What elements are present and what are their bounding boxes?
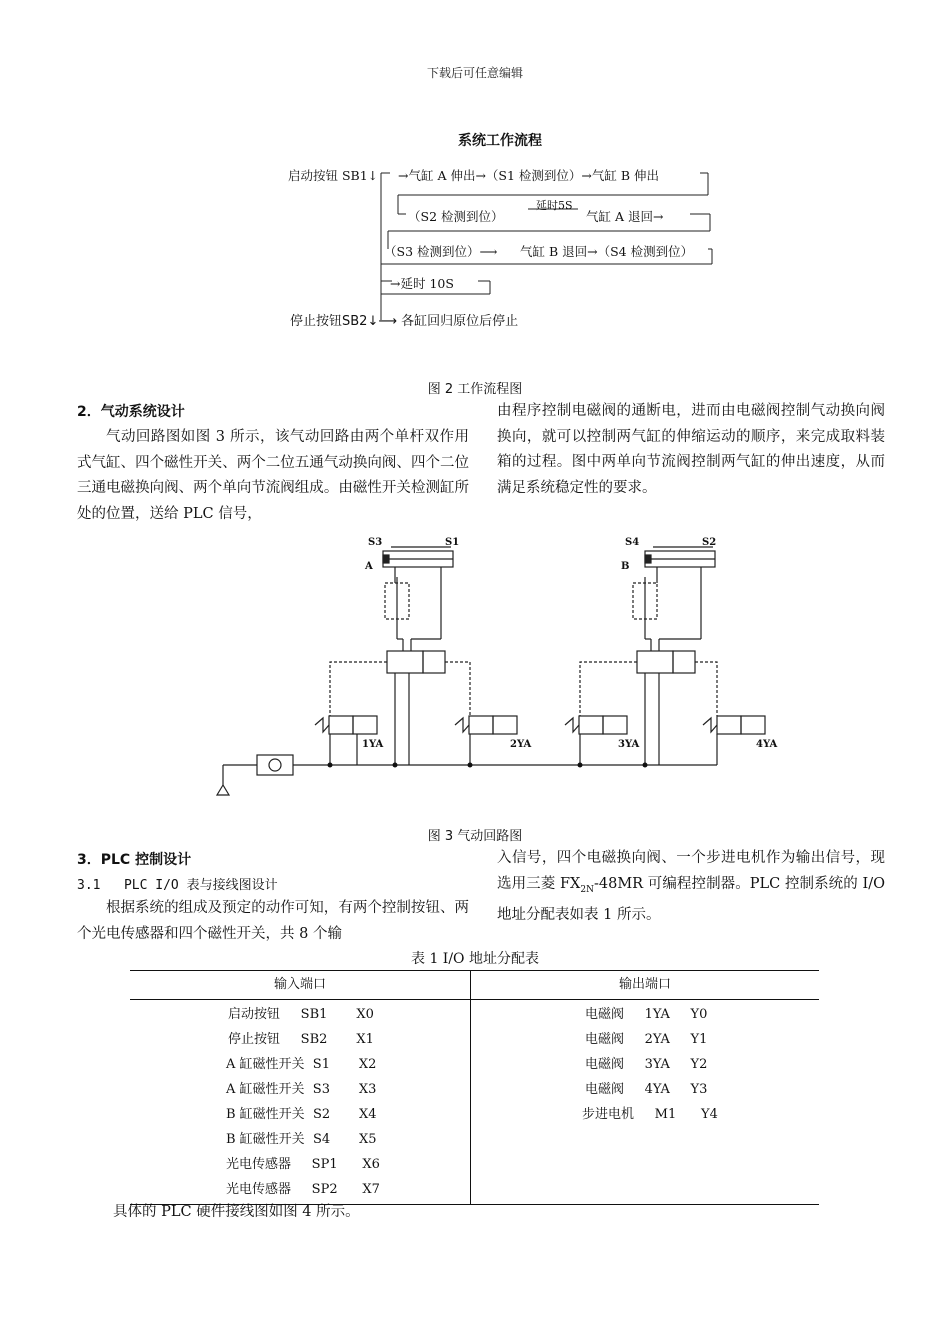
label-s2: S2 (702, 537, 717, 548)
workflow-diagram (280, 128, 720, 338)
label-1ya: 1YA (362, 739, 384, 750)
workflow-row-4: →延时 10S (390, 276, 454, 291)
workflow-lines (280, 128, 720, 338)
table-row: A 缸磁性开关 S3 X3 (226, 1082, 377, 1097)
workflow-row-2b: 气缸 A 退回→ (586, 209, 664, 224)
table-row: 停止按钮 SB2 X1 (228, 1032, 374, 1047)
table-row: 光电传感器 SP1 X6 (226, 1157, 380, 1172)
pneumatic-circuit-diagram (205, 533, 805, 803)
workflow-row-2a: （S2 检测到位） (408, 209, 504, 224)
workflow-start: 启动按钮 SB1↓ (288, 168, 379, 183)
io-table (130, 970, 819, 1205)
section-2-left-paragraph: 气动回路图如图 3 所示，该气动回路由两个单杆双作用式气缸、四个磁性开关、两个二位五通气动换向阀、四个二位三通电磁换向阀、两个单向节流阀组成。由磁性开关检测缸所处的位置，送给 PLC 信号， (77, 429, 469, 522)
workflow-row-3a: （S3 检测到位）⟶ (384, 244, 498, 259)
table-row: 电磁阀 2YA Y1 (585, 1032, 708, 1047)
closing-text: 具体的 PLC 硬件接线图如图 4 所示。 (113, 1204, 360, 1220)
section-3-right-text-2: -48MR 可编程控制器。PLC 控制系统的 I/O 地址分配表如表 1 所示。 (497, 875, 886, 923)
label-2ya: 2YA (510, 739, 532, 750)
input-port-header: 输入端口 (130, 971, 471, 999)
workflow-stop: 停止按钮SB2↓⟶ 各缸回归原位后停止 (290, 314, 519, 329)
pneumatic-lines (205, 533, 805, 803)
section-2-heading: 2．气动系统设计 (77, 404, 185, 420)
output-column (471, 1000, 819, 1204)
workflow-title: 系统工作流程 (458, 133, 542, 149)
section-3-left-paragraph: 根据系统的组成及预定的动作可知，有两个控制按钮、两个光电传感器和四个磁性开关，共 8 个输 (77, 900, 469, 942)
output-port-header: 输出端口 (618, 977, 671, 992)
section-2-right-paragraph: 由程序控制电磁阀的通断电，进而由电磁阀控制气动换向阀换向，就可以控制两气缸的伸缩运动的顺序，来完成取料装箱的过程。图中两单向节流阀控制两气缸的伸出速度，从而满足系统稳定性的要求。 (497, 403, 885, 496)
workflow-delay-5s: 延时5S (536, 199, 573, 212)
label-cylinder-b: B (621, 561, 630, 572)
table-row: 启动按钮 SB1 X0 (228, 1007, 374, 1022)
label-s3: S3 (368, 537, 383, 548)
table-row: 电磁阀 3YA Y2 (585, 1057, 708, 1072)
figure-3-caption: 图 3 气动回路图 (427, 829, 523, 844)
label-s1: S1 (445, 537, 460, 548)
section-3-right-text-1: 入信号，四个电磁换向阀、一个步进电机作为输出信号，现选用三菱 FX (497, 850, 885, 892)
workflow-row-1: →气缸 A 伸出→（S1 检测到位）→气缸 B 伸出 (398, 168, 660, 183)
table-row: B 缸磁性开关 S4 X5 (226, 1132, 377, 1147)
figure-2-caption: 图 2 工作流程图 (427, 382, 523, 397)
table-row: 光电传感器 SP2 X7 (226, 1182, 380, 1197)
section-3-1-heading: 3.1 PLC I/O 表与接线图设计 (77, 878, 278, 893)
table-row: A 缸磁性开关 S1 X2 (226, 1057, 377, 1072)
label-s4: S4 (625, 537, 640, 548)
label-cylinder-a: A (365, 561, 373, 572)
model-subscript: 2N (580, 884, 594, 895)
table-row: B 缸磁性开关 S2 X4 (226, 1107, 377, 1122)
table-row: 电磁阀 4YA Y3 (585, 1082, 708, 1097)
workflow-row-3b: 气缸 B 退回→（S4 检测到位） (520, 244, 694, 259)
label-3ya: 3YA (618, 739, 640, 750)
input-column (130, 1000, 471, 1204)
section-3-heading: 3．PLC 控制设计 (77, 852, 192, 868)
table-1-caption: 表 1 I/O 地址分配表 (411, 951, 539, 967)
header-note: 下载后可任意编辑 (426, 66, 523, 80)
table-row: 步进电机 M1 Y4 (582, 1107, 718, 1122)
table-row: 电磁阀 1YA Y0 (585, 1007, 708, 1022)
label-4ya: 4YA (756, 739, 778, 750)
section-3-right-paragraph (497, 846, 885, 928)
